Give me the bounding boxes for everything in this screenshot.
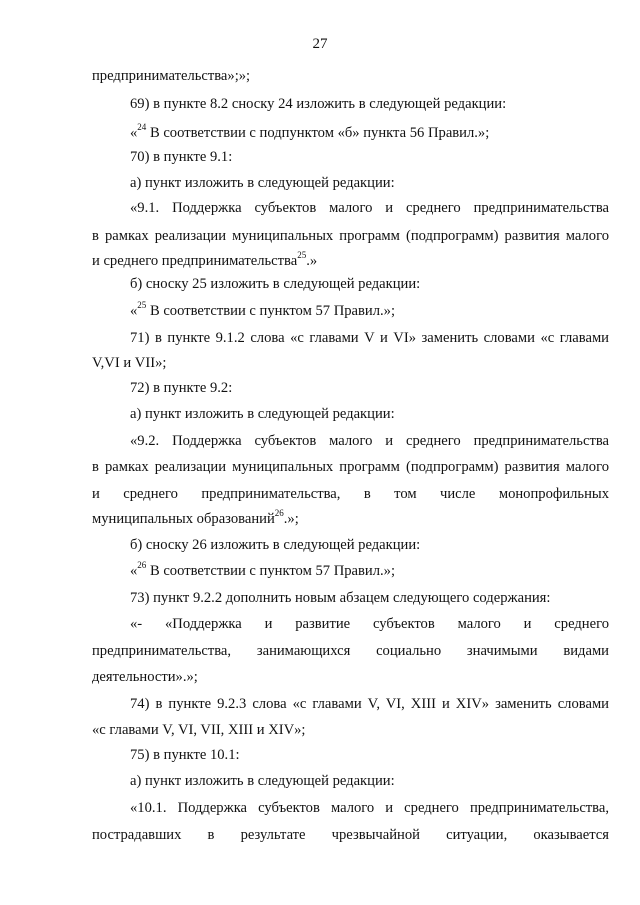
text-fragment: В соответствии с пунктом 57 Правил.»; (146, 303, 396, 319)
footnote-marker: 26 (137, 560, 147, 571)
text-line: и среднего предпринимательства, в том числе монопрофильных (92, 486, 609, 502)
footnote-line (130, 301, 609, 321)
text-line: 69) в пункте 8.2 сноску 24 изложить в следующей редакции: (130, 96, 507, 112)
text-fragment: « (130, 563, 138, 579)
text-line: в рамках реализации муниципальных программ (подпрограмм) развития малого (92, 228, 609, 244)
text-line: а) пункт изложить в следующей редакции: (130, 773, 395, 789)
text-line: 71) в пункте 9.1.2 слова «с главами V и VI» заменить словами «с главами (130, 330, 609, 346)
text-fragment: муниципальных образований (92, 511, 275, 527)
text-line: 72) в пункте 9.2: (130, 380, 233, 396)
text-line: 73) пункт 9.2.2 дополнить новым абзацем следующего содержания: (130, 590, 551, 606)
text-line: б) сноску 25 изложить в следующей редакции: (130, 276, 421, 292)
text-line: 75) в пункте 10.1: (130, 747, 240, 763)
text-fragment: В соответствии с подпунктом «б» пункта 56 Правил.»; (146, 125, 490, 141)
text-line: а) пункт изложить в следующей редакции: (130, 406, 395, 422)
text-line: пострадавших в результате чрезвычайной ситуации, оказывается (92, 827, 609, 843)
text-line: предпринимательства, занимающихся социально значимыми видами (92, 643, 609, 659)
text-line: а) пункт изложить в следующей редакции: (130, 175, 395, 191)
text-line: в рамках реализации муниципальных программ (подпрограмм) развития малого (92, 459, 609, 475)
text-fragment: и среднего предпринимательства (92, 253, 298, 269)
footnote-line (130, 123, 609, 143)
text-line: деятельности».»; (92, 669, 198, 685)
page-number: 27 (312, 36, 328, 52)
text-fragment: .» (306, 253, 318, 269)
text-line: предпринимательства»;»; (92, 68, 251, 84)
text-line: «- «Поддержка и развитие субъектов малого и среднего (130, 616, 609, 632)
text-line: б) сноску 26 изложить в следующей редакции: (130, 537, 421, 553)
text-line: «9.2. Поддержка субъектов малого и среднего предпринимательства (130, 433, 609, 449)
footnote-marker: 25 (297, 250, 307, 261)
footnote-marker: 25 (137, 300, 147, 311)
text-fragment: « (130, 303, 138, 319)
text-line-with-footnote (92, 509, 609, 529)
text-line-with-footnote (92, 251, 609, 271)
text-fragment: .»; (283, 511, 299, 527)
footnote-line (130, 561, 609, 581)
footnote-marker: 26 (274, 508, 284, 519)
text-line: V,VI и VII»; (92, 355, 167, 371)
text-line: 74) в пункте 9.2.3 слова «с главами V, VI, XIII и XIV» заменить словами (130, 696, 609, 712)
text-line: «10.1. Поддержка субъектов малого и среднего предпринимательства, (130, 800, 609, 816)
text-fragment: В соответствии с пунктом 57 Правил.»; (146, 563, 396, 579)
footnote-marker: 24 (137, 122, 147, 133)
text-line: «с главами V, VI, VII, XIII и XIV»; (92, 722, 306, 738)
text-line: «9.1. Поддержка субъектов малого и среднего предпринимательства (130, 200, 609, 216)
text-fragment: « (130, 125, 138, 141)
text-line: 70) в пункте 9.1: (130, 149, 233, 165)
